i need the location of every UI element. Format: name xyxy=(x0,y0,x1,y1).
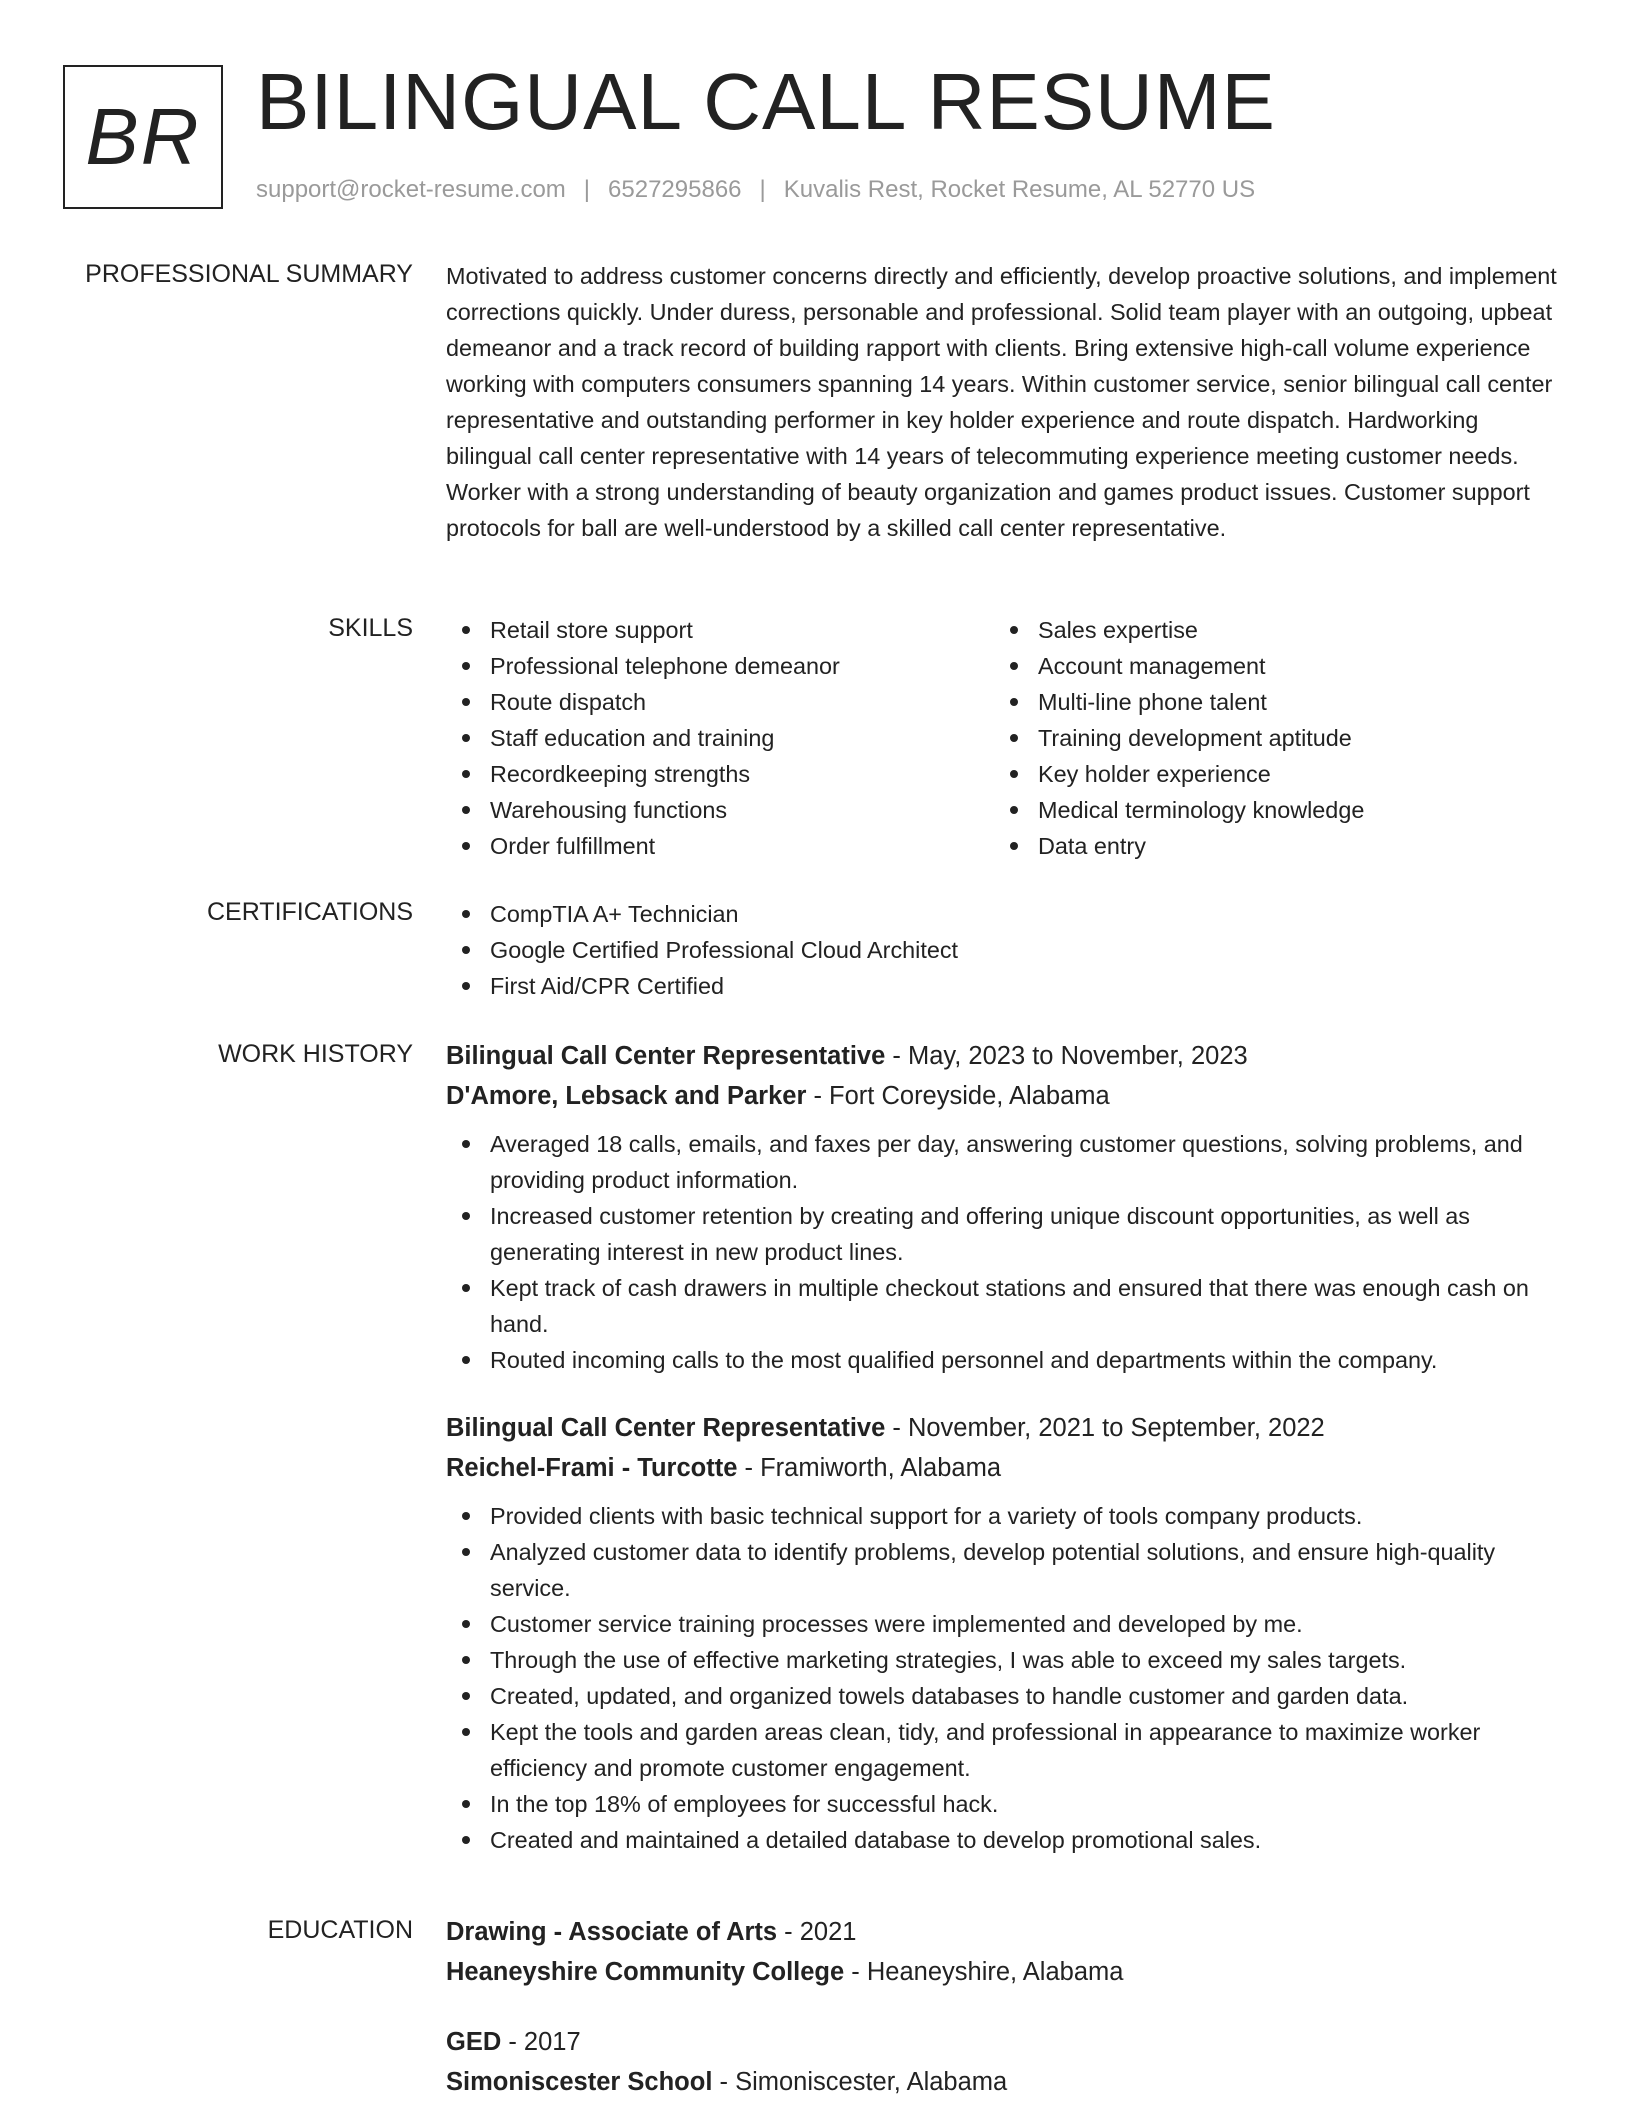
certifications-body xyxy=(446,896,1566,1004)
job-bullet: Averaged 18 calls, emails, and faxes per day, answering customer questions, solving problems, and providing product information. xyxy=(446,1126,1566,1198)
education-body xyxy=(446,1912,1566,2102)
education-school: Simoniscester School xyxy=(446,2068,713,2096)
certification-item: Google Certified Professional Cloud Architect xyxy=(446,932,1566,968)
job-bullet: Kept track of cash drawers in multiple checkout stations and ensured that there was enough cash on hand. xyxy=(446,1270,1566,1342)
job-dates: - November, 2021 to September, 2022 xyxy=(885,1414,1325,1442)
skills-body xyxy=(446,612,1566,864)
job-company: D'Amore, Lebsack and Parker xyxy=(446,1082,807,1110)
summary-body xyxy=(446,258,1566,546)
skill-item: Medical terminology knowledge xyxy=(994,792,1542,828)
skill-item: Retail store support xyxy=(446,612,994,648)
education-year: - 2021 xyxy=(777,1918,857,1946)
education-school-line xyxy=(446,2062,1566,2102)
job-location: - Fort Coreyside, Alabama xyxy=(806,1082,1110,1110)
certification-item: CompTIA A+ Technician xyxy=(446,896,1566,932)
contact-line xyxy=(256,176,1255,204)
contact-phone[interactable]: 6527295866 xyxy=(608,176,742,203)
skill-item: Professional telephone demeanor xyxy=(446,648,994,684)
job-bullet: Increased customer retention by creating and offering unique discount opportunities, as well as generating interest in new product lines. xyxy=(446,1198,1566,1270)
job-bullet: Provided clients with basic technical support for a variety of tools company products. xyxy=(446,1498,1566,1534)
contact-address: Kuvalis Rest, Rocket Resume, AL 52770 US xyxy=(783,176,1256,203)
education-year: - 2017 xyxy=(501,2028,581,2056)
job-bullets xyxy=(446,1498,1566,1858)
job-bullet: Created, updated, and organized towels databases to handle customer and garden data. xyxy=(446,1678,1566,1714)
education-school-line xyxy=(446,1952,1566,1992)
work-history-body xyxy=(446,1036,1566,1858)
job-title-line xyxy=(446,1036,1566,1076)
skill-item: Account management xyxy=(994,648,1542,684)
resume-title: BILINGUAL CALL RESUME xyxy=(256,57,1276,146)
section-label-education: EDUCATION xyxy=(267,1916,413,1944)
monogram-initials: BR xyxy=(85,92,201,181)
summary-text: Motivated to address customer concerns directly and efficiently, develop proactive solutions, and implement corrections quickly. Under duress, personable and professional. Solid team player with an outgoing, upbeat demeanor and a track record of building rapport with clients. Bring extensive high-call volume experience working with computers consumers spanning 14 years. Within customer service, senior bilingual call center representative and outstanding performer in key holder experience and route dispatch. Hardworking bilingual call center representative with 14 years of telecommuting experience meeting customer needs. Worker with a strong understanding of beauty organization and games product issues. Customer support protocols for ball are well-understood by a skilled call center representative. xyxy=(446,263,1557,541)
education-location: - Simoniscester, Alabama xyxy=(712,2068,1008,2096)
skill-item: Staff education and training xyxy=(446,720,994,756)
education-entry xyxy=(446,2022,1566,2102)
contact-separator: | xyxy=(583,176,591,203)
job-dates: - May, 2023 to November, 2023 xyxy=(885,1042,1248,1070)
skill-item: Route dispatch xyxy=(446,684,994,720)
skill-item: Sales expertise xyxy=(994,612,1542,648)
education-entry xyxy=(446,1912,1566,1992)
education-location: - Heaneyshire, Alabama xyxy=(844,1958,1124,1986)
skill-item: Order fulfillment xyxy=(446,828,994,864)
job-bullet: In the top 18% of employees for successful hack. xyxy=(446,1786,1566,1822)
job-bullets xyxy=(446,1126,1566,1378)
section-label-work-history: WORK HISTORY xyxy=(218,1040,413,1068)
job-entry xyxy=(446,1408,1566,1858)
monogram-box xyxy=(63,65,223,209)
job-title-line xyxy=(446,1408,1566,1448)
skill-item: Recordkeeping strengths xyxy=(446,756,994,792)
contact-separator: | xyxy=(759,176,766,203)
skill-item: Data entry xyxy=(994,828,1542,864)
job-bullet: Created and maintained a detailed database to develop promotional sales. xyxy=(446,1822,1566,1858)
job-bullet: Analyzed customer data to identify problems, develop potential solutions, and ensure high-quality service. xyxy=(446,1534,1566,1606)
job-title: Bilingual Call Center Representative xyxy=(446,1042,886,1070)
certifications-list xyxy=(446,896,1566,1004)
job-entry xyxy=(446,1036,1566,1378)
job-bullet: Routed incoming calls to the most qualified personnel and departments within the company. xyxy=(446,1342,1566,1378)
skills-columns xyxy=(446,612,1566,864)
section-label-certifications: CERTIFICATIONS xyxy=(206,898,413,926)
education-degree: Drawing - Associate of Arts xyxy=(446,1918,778,1946)
job-title: Bilingual Call Center Representative xyxy=(446,1414,886,1442)
job-bullet: Kept the tools and garden areas clean, tidy, and professional in appearance to maximize worker efficiency and promote customer engagement. xyxy=(446,1714,1566,1786)
skill-item: Training development aptitude xyxy=(994,720,1542,756)
certification-item: First Aid/CPR Certified xyxy=(446,968,1566,1004)
skill-item: Warehousing functions xyxy=(446,792,994,828)
skill-item: Multi-line phone talent xyxy=(994,684,1542,720)
education-degree-line xyxy=(446,2022,1566,2062)
education-school: Heaneyshire Community College xyxy=(446,1958,845,1986)
job-bullet: Through the use of effective marketing strategies, I was able to exceed my sales targets. xyxy=(446,1642,1566,1678)
education-degree: GED xyxy=(446,2028,502,2056)
contact-email[interactable]: support@rocket-resume.com xyxy=(256,176,566,203)
education-degree-line xyxy=(446,1912,1566,1952)
skills-list-left xyxy=(446,612,994,864)
skill-item: Key holder experience xyxy=(994,756,1542,792)
section-label-summary: PROFESSIONAL SUMMARY xyxy=(85,260,413,288)
job-company-line xyxy=(446,1076,1566,1116)
job-bullet: Customer service training processes were implemented and developed by me. xyxy=(446,1606,1566,1642)
section-label-skills: SKILLS xyxy=(328,614,413,642)
job-company: Reichel-Frami - Turcotte xyxy=(446,1454,738,1482)
job-location: - Framiworth, Alabama xyxy=(737,1454,1002,1482)
job-company-line xyxy=(446,1448,1566,1488)
skills-list-right xyxy=(994,612,1542,864)
